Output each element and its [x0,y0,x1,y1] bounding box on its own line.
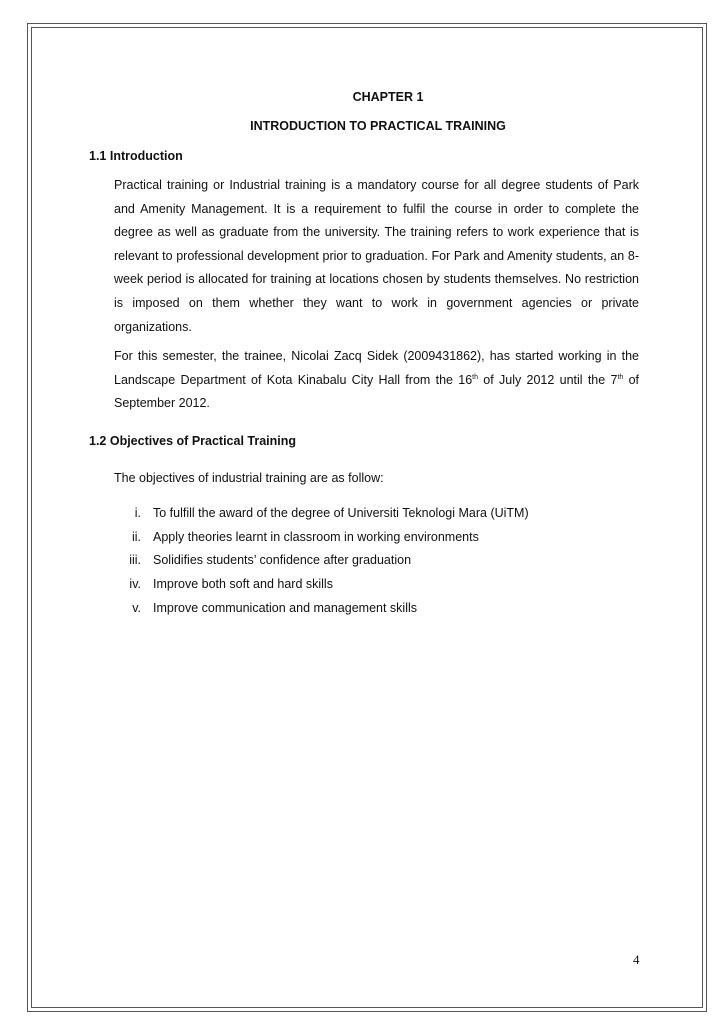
list-item-text: Improve both soft and hard skills [153,577,333,592]
superscript-th-1: th [472,373,479,381]
list-item-text: Improve communication and management skills [153,600,418,615]
chapter-title: INTRODUCTION TO PRACTICAL TRAINING [250,119,506,133]
list-item [89,502,649,526]
list-item-number: ii. [131,529,141,544]
list-item-number: iii. [129,553,141,568]
paragraph-2-text-2: of July 2012 until the 7 [478,372,618,387]
list-item-number: iv. [129,577,141,592]
list-item-number: v. [132,600,141,615]
superscript-th-2: th [617,373,624,381]
section-heading-objectives: 1.2 Objectives of Practical Training [89,434,297,448]
page-number: 4 [633,952,640,967]
list-item [89,549,649,573]
chapter-number: CHAPTER 1 [352,90,424,104]
list-item-text: Solidifies students’ confidence after graduation [153,553,412,568]
list-item [89,573,649,597]
objectives-list [89,502,649,620]
section-heading-introduction: 1.1 Introduction [89,149,183,163]
list-item [89,526,649,550]
list-item-text: To fulfill the award of the degree of Universiti Teknologi Mara (UiTM) [153,506,529,520]
introduction-paragraph-1: Practical training or Industrial training is a mandatory course for all degree students of Park and Amenity Management. It is a requirement to fulfil the course in order to complete the degree as well as graduate from the university. The training refers to work experience that is relevant to professional development prior to graduation. For Park and Amenity students, an 8-week period is allocated for training at locations chosen by students themselves. No restriction is imposed on them whether they want to work in government agencies or private organizations. [114,178,639,334]
introduction-paragraph-2 [114,345,639,416]
paragraph-2-text-1: For this semester, the trainee, Nicolai Zacq Sidek (2009431862), has started working in the Landscape Department of Kota Kinabalu City Hall from the 16 [114,349,639,387]
list-item [89,597,649,621]
list-item-text: Apply theories learnt in classroom in working environments [153,529,479,544]
paragraph-2-text-3: of September 2012. [114,372,640,411]
objectives-intro: The objectives of industrial training are as follow: [114,471,384,485]
list-item-number: i. [134,506,141,520]
